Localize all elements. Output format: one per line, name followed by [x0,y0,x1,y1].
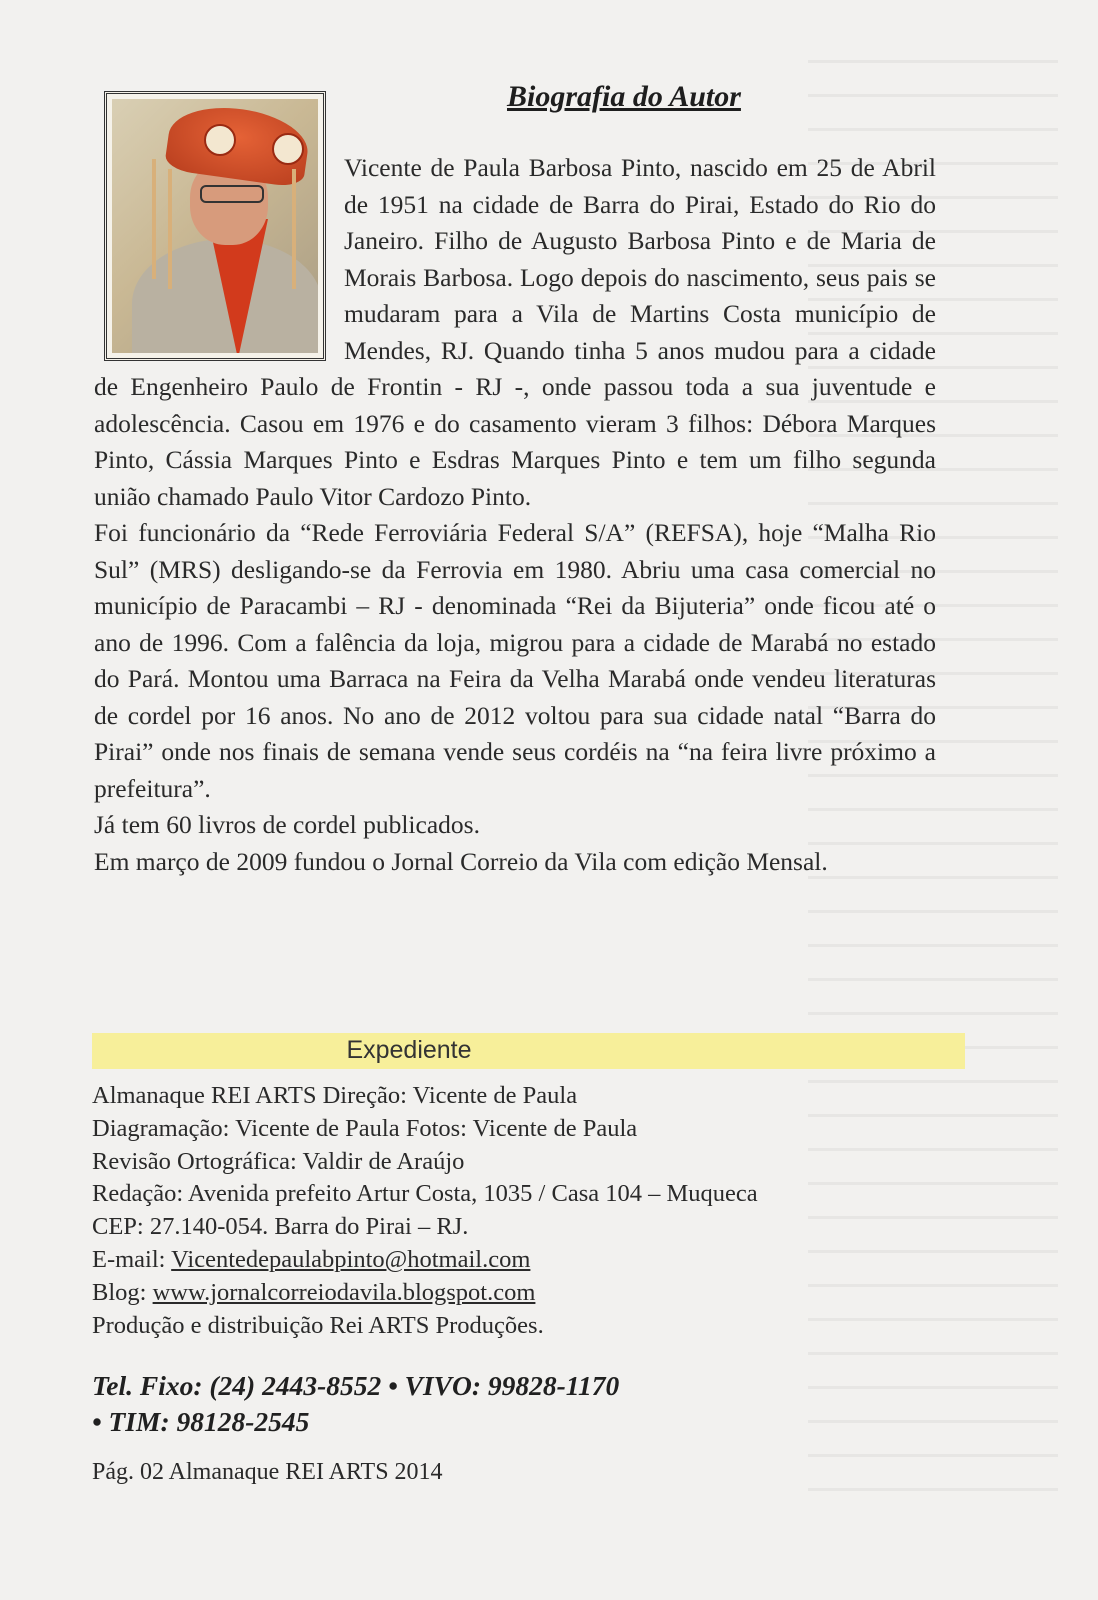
bio-text [94,150,936,880]
credit-direcao: Almanaque REI ARTS Direção: Vicente de Paula [92,1082,578,1109]
bio-paragraph: Já tem 60 livros de cordel publicados. [94,810,480,839]
contact-phones [92,1368,852,1440]
bio-title: Biografia do Autor [507,80,741,113]
expediente-title: Expediente [346,1036,472,1064]
bio-paragraph: Em março de 2009 fundou o Jornal Correio da Vila com edição Mensal. [94,846,828,876]
blog-label: Blog: [92,1278,153,1306]
credit-diagramacao: Diagramação: Vicente de Paula Fotos: Vicente de Paula [92,1114,638,1142]
credit-email [92,1244,922,1277]
email-label: E-mail: [92,1245,172,1273]
bio-paragraph: Foi funcionário da “Rede Ferroviária Federal S/A” (REFSA), hoje “Malha Rio Sul” (MRS) desligando-se da Ferrovia em 1980. Abriu uma casa comercial no município de Paracambi – RJ - denominada “Rei da Bijuteria” onde ficou até o ano de 1996. Com a falência da loja, migrou para a cidade de Marabá no estado do Pará. Montou uma Barraca na Feira da Velha Marabá onde vendeu literaturas de cordel por 16 anos. No ano de 2012 voltou para sua cidade natal “Barra do Pirai” onde nos finais de semana vende seus cordéis na “na feira livre próximo a prefeitura”. [94,518,936,803]
contact-line: Tel. Fixo: (24) 2443-8552 • VIVO: 99828-1170 [92,1370,620,1401]
credit-revisao: Revisão Ortográfica: Valdir de Araújo [92,1147,465,1175]
contact-line: • TIM: 98128-2545 [92,1406,310,1437]
credit-cep: CEP: 27.140-054. Barra do Pirai – RJ. [92,1213,469,1241]
credit-blog [92,1277,922,1310]
bio-paragraph: Vicente de Paula Barbosa Pinto, nascido em 25 de Abril de 1951 na cidade de Barra do Pirai, Estado do Rio do Janeiro. Filho de Augusto Barbosa Pinto e de Maria de Morais Barbosa. Logo depois do nascimento, seus pais se mudaram para a Vila de Martins Costa município de Mendes, RJ. Quando tinha 5 anos mudou para a cidade de Engenheiro Paulo de Frontin - RJ -, onde passou toda a sua juventude e adolescência. Casou em 1976 e do casamento vieram 3 filhos: Débora Marques Pinto, Cássia Marques Pinto e Esdras Marques Pinto e tem um filho segunda união chamado Paulo Vitor Cardozo Pinto. [94,153,936,511]
photo-wrap-spacer [94,150,344,362]
credit-producao: Produção e distribuição Rei ARTS Produções. [92,1311,544,1339]
page-footer: Pág. 02 Almanaque REI ARTS 2014 [92,1459,443,1485]
credit-redacao: Redação: Avenida prefeito Artur Costa, 1035 / Casa 104 – Muqueca [92,1180,758,1208]
expediente-credits [92,1080,922,1342]
email-link[interactable]: Vicentedepaulabpinto@hotmail.com [171,1245,531,1273]
blog-link[interactable]: www.jornalcorreiodavila.blogspot.com [152,1278,536,1306]
